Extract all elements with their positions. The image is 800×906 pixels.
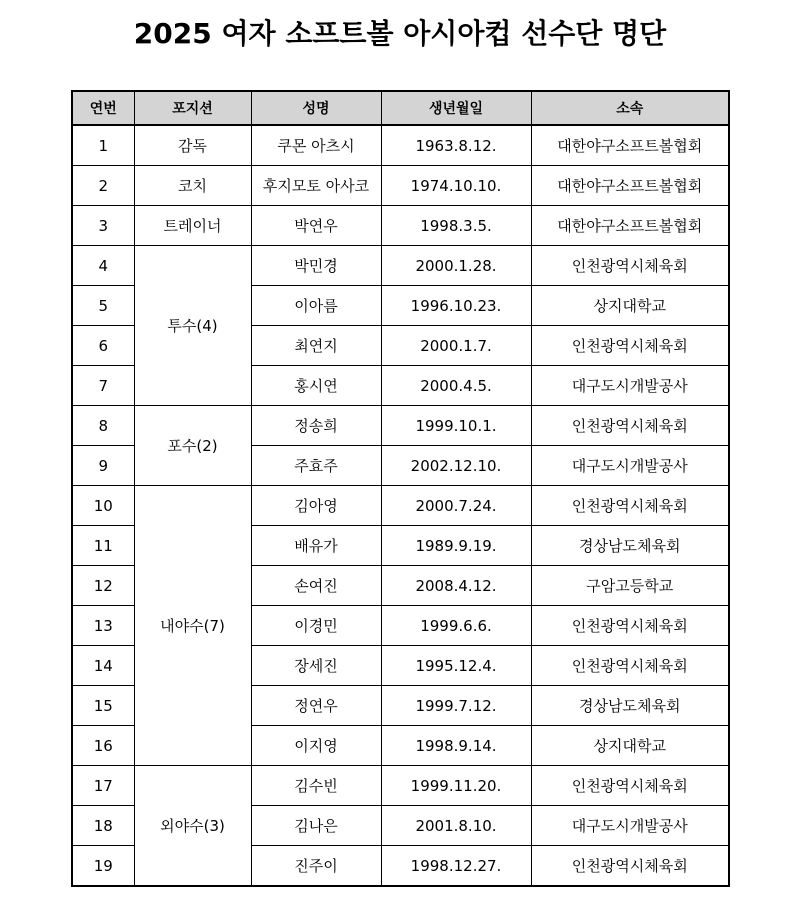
cell-birth: 1998.12.27. xyxy=(381,846,531,887)
cell-birth: 2000.7.24. xyxy=(381,486,531,526)
cell-name: 후지모토 아사코 xyxy=(251,166,381,206)
cell-team: 상지대학교 xyxy=(531,286,729,326)
page-title: 2025 여자 소프트볼 아시아컵 선수단 명단 xyxy=(133,17,667,50)
cell-no: 5 xyxy=(72,286,134,326)
cell-team: 인천광역시체육회 xyxy=(531,406,729,446)
cell-name: 배유가 xyxy=(251,526,381,566)
cell-birth: 1963.8.12. xyxy=(381,125,531,166)
cell-team: 대구도시개발공사 xyxy=(531,806,729,846)
roster-body xyxy=(72,125,729,886)
cell-team: 인천광역시체육회 xyxy=(531,606,729,646)
cell-no: 8 xyxy=(72,406,134,446)
cell-position: 트레이너 xyxy=(134,206,251,246)
cell-name: 이지영 xyxy=(251,726,381,766)
cell-name: 이경민 xyxy=(251,606,381,646)
cell-name: 주효주 xyxy=(251,446,381,486)
table-row xyxy=(72,125,729,166)
cell-no: 13 xyxy=(72,606,134,646)
cell-no: 18 xyxy=(72,806,134,846)
cell-no: 12 xyxy=(72,566,134,606)
cell-name: 쿠몬 아츠시 xyxy=(251,125,381,166)
cell-name: 장세진 xyxy=(251,646,381,686)
cell-birth: 1998.9.14. xyxy=(381,726,531,766)
cell-birth: 1995.12.4. xyxy=(381,646,531,686)
table-row xyxy=(72,246,729,286)
cell-name: 정연우 xyxy=(251,686,381,726)
cell-position: 투수(4) xyxy=(134,246,251,406)
cell-no: 7 xyxy=(72,366,134,406)
cell-name: 이아름 xyxy=(251,286,381,326)
cell-no: 14 xyxy=(72,646,134,686)
cell-team: 대한야구소프트볼협회 xyxy=(531,125,729,166)
cell-birth: 1998.3.5. xyxy=(381,206,531,246)
cell-team: 대한야구소프트볼협회 xyxy=(531,206,729,246)
cell-birth: 1989.9.19. xyxy=(381,526,531,566)
cell-no: 6 xyxy=(72,326,134,366)
cell-position: 내야수(7) xyxy=(134,486,251,766)
cell-team: 인천광역시체육회 xyxy=(531,246,729,286)
table-row xyxy=(72,486,729,526)
cell-team: 대구도시개발공사 xyxy=(531,366,729,406)
cell-name: 김아영 xyxy=(251,486,381,526)
cell-name: 정송희 xyxy=(251,406,381,446)
cell-position: 외야수(3) xyxy=(134,766,251,887)
roster-table xyxy=(71,90,730,887)
cell-name: 홍시연 xyxy=(251,366,381,406)
cell-no: 4 xyxy=(72,246,134,286)
cell-team: 인천광역시체육회 xyxy=(531,766,729,806)
cell-team: 인천광역시체육회 xyxy=(531,486,729,526)
cell-birth: 2002.12.10. xyxy=(381,446,531,486)
header-birth: 생년월일 xyxy=(381,91,531,125)
cell-no: 17 xyxy=(72,766,134,806)
table-row xyxy=(72,766,729,806)
cell-no: 11 xyxy=(72,526,134,566)
cell-no: 19 xyxy=(72,846,134,887)
cell-name: 박연우 xyxy=(251,206,381,246)
cell-birth: 1996.10.23. xyxy=(381,286,531,326)
cell-birth: 1974.10.10. xyxy=(381,166,531,206)
cell-name: 최연지 xyxy=(251,326,381,366)
cell-no: 16 xyxy=(72,726,134,766)
cell-position: 감독 xyxy=(134,125,251,166)
cell-birth: 1999.11.20. xyxy=(381,766,531,806)
cell-name: 김수빈 xyxy=(251,766,381,806)
cell-birth: 1999.6.6. xyxy=(381,606,531,646)
cell-no: 10 xyxy=(72,486,134,526)
cell-birth: 2000.1.7. xyxy=(381,326,531,366)
table-row xyxy=(72,206,729,246)
cell-birth: 2000.4.5. xyxy=(381,366,531,406)
header-name: 성명 xyxy=(251,91,381,125)
cell-team: 상지대학교 xyxy=(531,726,729,766)
table-row xyxy=(72,406,729,446)
cell-no: 9 xyxy=(72,446,134,486)
cell-position: 코치 xyxy=(134,166,251,206)
cell-team: 인천광역시체육회 xyxy=(531,646,729,686)
header-no: 연번 xyxy=(72,91,134,125)
cell-team: 경상남도체육회 xyxy=(531,526,729,566)
cell-team: 대한야구소프트볼협회 xyxy=(531,166,729,206)
table-header-row xyxy=(72,91,729,125)
cell-no: 2 xyxy=(72,166,134,206)
cell-name: 박민경 xyxy=(251,246,381,286)
cell-name: 김나은 xyxy=(251,806,381,846)
cell-birth: 2001.8.10. xyxy=(381,806,531,846)
table-row xyxy=(72,166,729,206)
cell-name: 진주이 xyxy=(251,846,381,887)
cell-name: 손여진 xyxy=(251,566,381,606)
cell-team: 인천광역시체육회 xyxy=(531,326,729,366)
cell-birth: 2008.4.12. xyxy=(381,566,531,606)
cell-birth: 1999.7.12. xyxy=(381,686,531,726)
cell-position: 포수(2) xyxy=(134,406,251,486)
cell-team: 인천광역시체육회 xyxy=(531,846,729,887)
header-team: 소속 xyxy=(531,91,729,125)
cell-team: 대구도시개발공사 xyxy=(531,446,729,486)
cell-no: 15 xyxy=(72,686,134,726)
cell-birth: 1999.10.1. xyxy=(381,406,531,446)
cell-team: 경상남도체육회 xyxy=(531,686,729,726)
cell-birth: 2000.1.28. xyxy=(381,246,531,286)
header-position: 포지션 xyxy=(134,91,251,125)
cell-team: 구암고등학교 xyxy=(531,566,729,606)
cell-no: 1 xyxy=(72,125,134,166)
cell-no: 3 xyxy=(72,206,134,246)
